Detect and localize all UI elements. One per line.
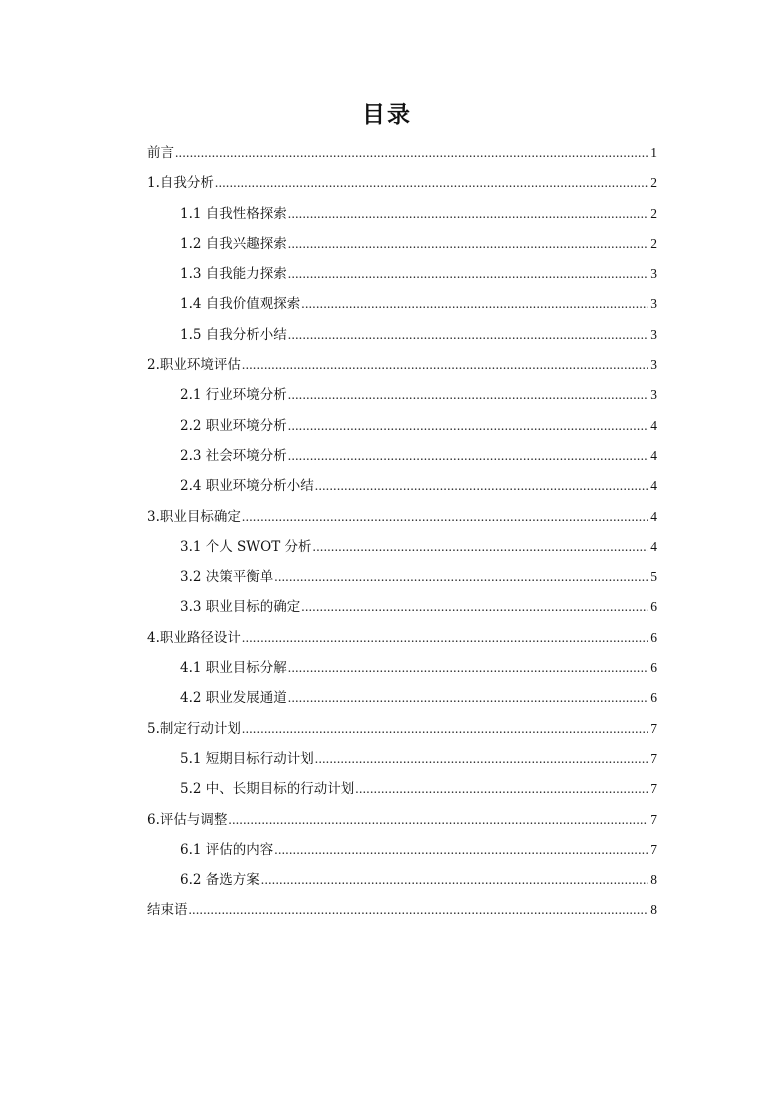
page-title: 目录 — [362, 101, 412, 128]
dot-leader — [288, 229, 648, 259]
toc-page-number: 4 — [650, 417, 657, 433]
toc-subsection-entry[interactable] — [147, 380, 657, 410]
toc-page-number: 3 — [650, 296, 657, 312]
dot-leader — [215, 168, 648, 198]
toc-page-number: 3 — [650, 326, 657, 342]
toc-page-number: 2 — [650, 205, 657, 221]
toc-subsection-entry[interactable] — [147, 865, 657, 895]
toc-entry-label: 2.4 职业环境分析小结 — [180, 478, 314, 495]
toc-entry-label: 1.1 自我性格探索 — [180, 205, 287, 222]
toc-subsection-entry[interactable] — [147, 592, 657, 622]
dot-leader — [288, 320, 648, 350]
dot-leader — [288, 199, 648, 229]
toc-entry-label: 3.2 决策平衡单 — [180, 569, 274, 586]
toc-page-number: 7 — [650, 720, 657, 736]
toc-entry-label: 6.1 评估的内容 — [180, 841, 274, 858]
toc-entry-label: 1.自我分析 — [147, 175, 214, 192]
toc-page-number: 3 — [650, 387, 657, 403]
dot-leader — [301, 592, 648, 622]
toc-subsection-entry[interactable] — [147, 653, 657, 683]
toc-entry-label: 2.3 社会环境分析 — [180, 447, 287, 464]
toc-entry-label: 4.2 职业发展通道 — [180, 690, 287, 707]
dot-leader — [288, 380, 648, 410]
dot-leader — [274, 835, 648, 865]
dot-leader — [228, 805, 648, 835]
toc-subsection-entry[interactable] — [147, 471, 657, 501]
toc-subsection-entry[interactable] — [147, 774, 657, 804]
toc-section-entry[interactable] — [147, 168, 657, 198]
dot-leader — [301, 289, 648, 319]
toc-page-number: 7 — [650, 781, 657, 797]
toc-entry-label: 2.1 行业环境分析 — [180, 387, 287, 404]
toc-subsection-entry[interactable] — [147, 744, 657, 774]
toc-entry-label: 6.2 备选方案 — [180, 872, 260, 889]
toc-entry-label: 2.2 职业环境分析 — [180, 417, 287, 434]
toc-section-entry[interactable] — [147, 502, 657, 532]
toc-page-number: 4 — [650, 478, 657, 494]
toc-subsection-entry[interactable] — [147, 289, 657, 319]
toc-page-number: 6 — [650, 629, 657, 645]
toc-section-entry[interactable] — [147, 623, 657, 653]
toc-entry-label: 1.2 自我兴趣探索 — [180, 235, 287, 252]
dot-leader — [288, 653, 648, 683]
toc-entry-label: 4.1 职业目标分解 — [180, 660, 287, 677]
dot-leader — [242, 623, 648, 653]
table-of-contents — [147, 138, 657, 926]
dot-leader — [189, 895, 649, 925]
toc-page-number: 6 — [650, 599, 657, 615]
toc-subsection-entry[interactable] — [147, 562, 657, 592]
dot-leader — [288, 411, 648, 441]
toc-entry-label: 前言 — [147, 145, 174, 161]
toc-page-number: 4 — [650, 508, 657, 524]
toc-subsection-entry[interactable] — [147, 683, 657, 713]
toc-page-number: 2 — [650, 175, 657, 191]
toc-page-number: 6 — [650, 660, 657, 676]
dot-leader — [355, 774, 648, 804]
dot-leader — [288, 683, 648, 713]
toc-page-number: 1 — [650, 145, 657, 160]
toc-entry-label: 结束语 — [147, 902, 188, 919]
dot-leader — [274, 562, 648, 592]
toc-section-entry[interactable] — [147, 805, 657, 835]
toc-subsection-entry[interactable] — [147, 259, 657, 289]
toc-subsection-entry[interactable] — [147, 411, 657, 441]
toc-page-number: 4 — [650, 538, 657, 554]
toc-subsection-entry[interactable] — [147, 835, 657, 865]
dot-leader — [313, 532, 648, 562]
toc-entry-label: 3.1 个人 SWOT 分析 — [180, 538, 312, 555]
dot-leader — [288, 259, 648, 289]
toc-entry-label: 4.职业路径设计 — [147, 629, 241, 646]
toc-entry-label: 1.3 自我能力探索 — [180, 266, 287, 283]
toc-subsection-entry[interactable] — [147, 199, 657, 229]
dot-leader — [242, 502, 648, 532]
dot-leader — [315, 744, 648, 774]
dot-leader — [315, 471, 648, 501]
toc-entry-label: 1.4 自我价值观探索 — [180, 296, 301, 313]
toc-page-number: 3 — [650, 357, 657, 373]
toc-entry-label: 3.职业目标确定 — [147, 508, 241, 525]
toc-section-entry[interactable] — [147, 895, 657, 925]
toc-entry-label: 5.制定行动计划 — [147, 720, 241, 737]
toc-section-entry[interactable] — [147, 714, 657, 744]
toc-entry-label: 5.1 短期目标行动计划 — [180, 750, 314, 767]
dot-leader — [242, 714, 648, 744]
toc-section-entry[interactable] — [147, 350, 657, 380]
toc-page-number: 8 — [650, 902, 657, 918]
toc-entry-label: 2.职业环境评估 — [147, 357, 241, 374]
toc-entry-label: 5.2 中、长期目标的行动计划 — [180, 781, 355, 798]
toc-section-entry[interactable] — [147, 138, 657, 168]
toc-page-number: 5 — [650, 569, 657, 585]
toc-page-number: 7 — [650, 841, 657, 857]
toc-entry-label: 3.3 职业目标的确定 — [180, 599, 301, 616]
dot-leader — [242, 350, 648, 380]
toc-page-number: 2 — [650, 235, 657, 251]
toc-subsection-entry[interactable] — [147, 229, 657, 259]
toc-page-number: 6 — [650, 690, 657, 706]
toc-page-number: 4 — [650, 447, 657, 463]
toc-entry-label: 6.评估与调整 — [147, 811, 228, 828]
toc-page-number: 7 — [650, 811, 657, 827]
toc-subsection-entry[interactable] — [147, 441, 657, 471]
toc-page-number: 3 — [650, 266, 657, 282]
dot-leader — [288, 441, 648, 471]
toc-subsection-entry[interactable] — [147, 532, 657, 562]
toc-page-number: 7 — [650, 750, 657, 766]
dot-leader — [175, 138, 648, 168]
toc-page-number: 8 — [650, 872, 657, 888]
toc-subsection-entry[interactable] — [147, 320, 657, 350]
toc-entry-label: 1.5 自我分析小结 — [180, 326, 287, 343]
dot-leader — [261, 865, 648, 895]
